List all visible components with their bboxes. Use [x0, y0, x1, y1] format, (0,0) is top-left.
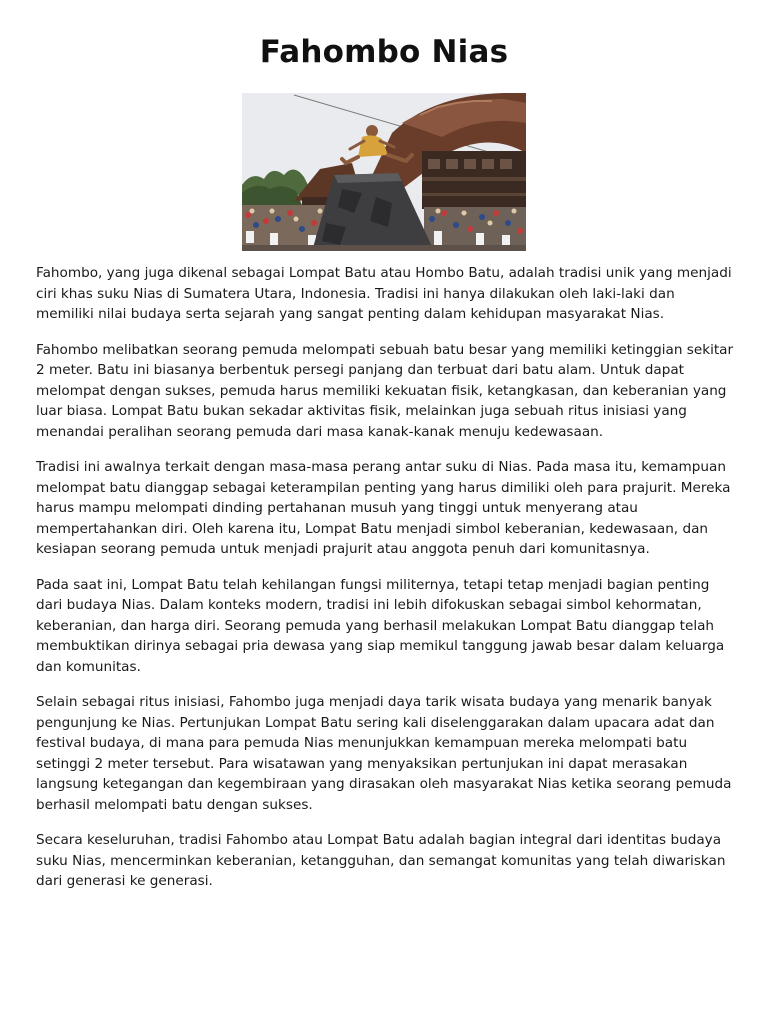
document-title: Fahombo Nias — [259, 34, 509, 70]
paragraph-2: Fahombo melibatkan seorang pemuda melompati sebuah batu besar yang memiliki ketinggian sekitar 2 meter. Batu ini biasanya berbentuk persegi panjang dan terbuat dari batu alam. Untuk dapat melompat dengan sukses, pemuda harus memiliki kekuatan fisik, ketangkasan, dan keberanian yang luar biasa. Lompat Batu bukan sekadar aktivitas fisik, melainkan juga sebuah ritus inisiasi yang menandai peralihan seorang pemuda dari masa kanak-kanak menuju kedewasaan. — [36, 341, 734, 440]
paragraph-5: Selain sebagai ritus inisiasi, Fahombo juga menjadi daya tarik wisata budaya yang menarik banyak pengunjung ke Nias. Pertunjukan Lompat Batu sering kali diselenggarakan dalam upacara adat dan festival budaya, di mana para pemuda Nias menunjukkan kemampuan mereka melompati batu setinggi 2 meter tersebut. Para wisatawan yang menyaksikan pertunjukan ini dapat merasakan langsung ketegangan dan kegembiraan yang dirasakan oleh masyarakat Nias ketika seorang pemuda berhasil melompati batu dengan sukses. — [36, 694, 732, 813]
paragraph-1: Fahombo, yang juga dikenal sebagai Lompat Batu atau Hombo Batu, adalah tradisi unik yang menjadi ciri khas suku Nias di Sumatera Utara, Indonesia. Tradisi ini hanya dilakukan oleh laki-laki dan memiliki nilai budaya serta sejarah yang sangat penting dalam kehidupan masyarakat Nias. — [36, 265, 732, 322]
stone-jumping-photo — [242, 93, 526, 251]
paragraph-4: Pada saat ini, Lompat Batu telah kehilangan fungsi militernya, tetapi tetap menjadi bagian penting dari budaya Nias. Dalam konteks modern, tradisi ini lebih difokuskan sebagai simbol kehormatan, keberanian, dan harga diri. Seorang pemuda yang berhasil melakukan Lompat Batu dianggap telah membuktikan dirinya sebagai pria dewasa yang siap memikul tanggung jawab besar dalam keluarga dan komunitas. — [36, 576, 725, 675]
paragraph-3: Tradisi ini awalnya terkait dengan masa-masa perang antar suku di Nias. Pada masa itu, kemampuan melompat batu dianggap sebagai keterampilan penting yang harus dimiliki oleh para prajurit. Mereka harus mampu melompati dinding pertahanan musuh yang tinggi untuk menyerang atau mempertahankan diri. Oleh karena itu, Lompat Batu menjadi simbol keberanian, kedewasaan, dan kesiapan seorang pemuda untuk menjadi prajurit atau anggota penuh dari komunitasnya. — [36, 459, 731, 557]
article-body — [36, 263, 736, 907]
paragraph-6: Secara keseluruhan, tradisi Fahombo atau Lompat Batu adalah bagian integral dari identitas budaya suku Nias, mencerminkan keberanian, ketangguhan, dan semangat komunitas yang telah diwariskan dari generasi ke generasi. — [36, 832, 726, 889]
